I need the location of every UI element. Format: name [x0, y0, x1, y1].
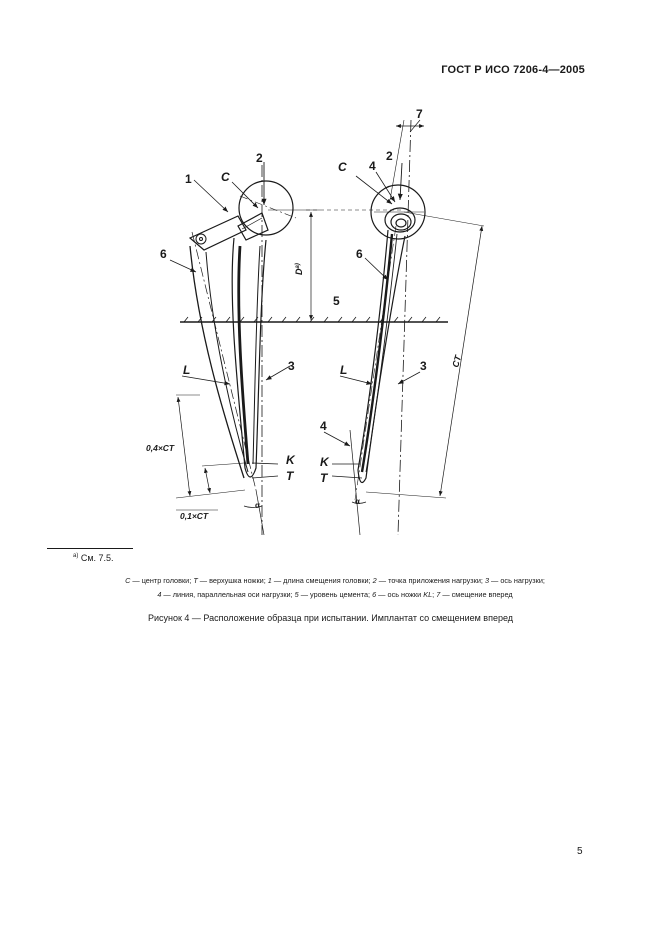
label-c-right: C [338, 160, 347, 174]
label-l-right: L [340, 363, 348, 377]
label-k-right: K [320, 455, 329, 469]
label-k-left: K [286, 453, 295, 467]
footnote: $^{a)}$ См. 7.5. [73, 553, 114, 563]
label-t-right: T [320, 471, 328, 485]
label-c-left: C [221, 170, 230, 184]
label-ct01: 0,1×CT [180, 511, 209, 521]
label-3-right: 3 [420, 359, 427, 373]
label-6-right: 6 [356, 247, 363, 261]
label-ct04: 0,4×CT [146, 443, 175, 453]
label-2-right: 2 [386, 149, 393, 163]
footnote-rule [47, 548, 133, 549]
label-5: 5 [333, 294, 340, 308]
figure-legend: C — центр головки; T — верхушка ножки; 1 — длина смещения головки; 2 — точка приложения нагрузки; 3 — ось нагрузки; 4 — линия, параллельная оси нагрузки; 5 — уровень цемента; 6 — ось ножки KL; 7 — смещение вперед [125, 576, 545, 599]
label-l-left: L [183, 363, 191, 377]
label-ct: CT [450, 354, 464, 369]
label-alpha-left: α [255, 501, 260, 510]
label-t-left: T [286, 469, 294, 483]
label-alpha-right: α [355, 497, 360, 506]
left-implant-view [170, 162, 296, 535]
label-3-left: 3 [288, 359, 295, 373]
page-number: 5 [577, 846, 583, 857]
label-2-left: 2 [256, 151, 263, 165]
document-header: ГОСТ Р ИСО 7206-4—2005 [441, 64, 585, 76]
label-d: $D^{a)}$ [294, 263, 304, 275]
label-6-left: 6 [160, 247, 167, 261]
cement-level [180, 317, 448, 322]
figure-caption: Рисунок 4 — Расположение образца при испытании. Имплантат со смещением вперед [147, 613, 514, 623]
right-implant-view [324, 120, 425, 535]
label-1: 1 [185, 172, 192, 186]
label-4-top: 4 [369, 159, 376, 173]
label-4-lower: 4 [320, 419, 327, 433]
label-7: 7 [416, 107, 423, 121]
